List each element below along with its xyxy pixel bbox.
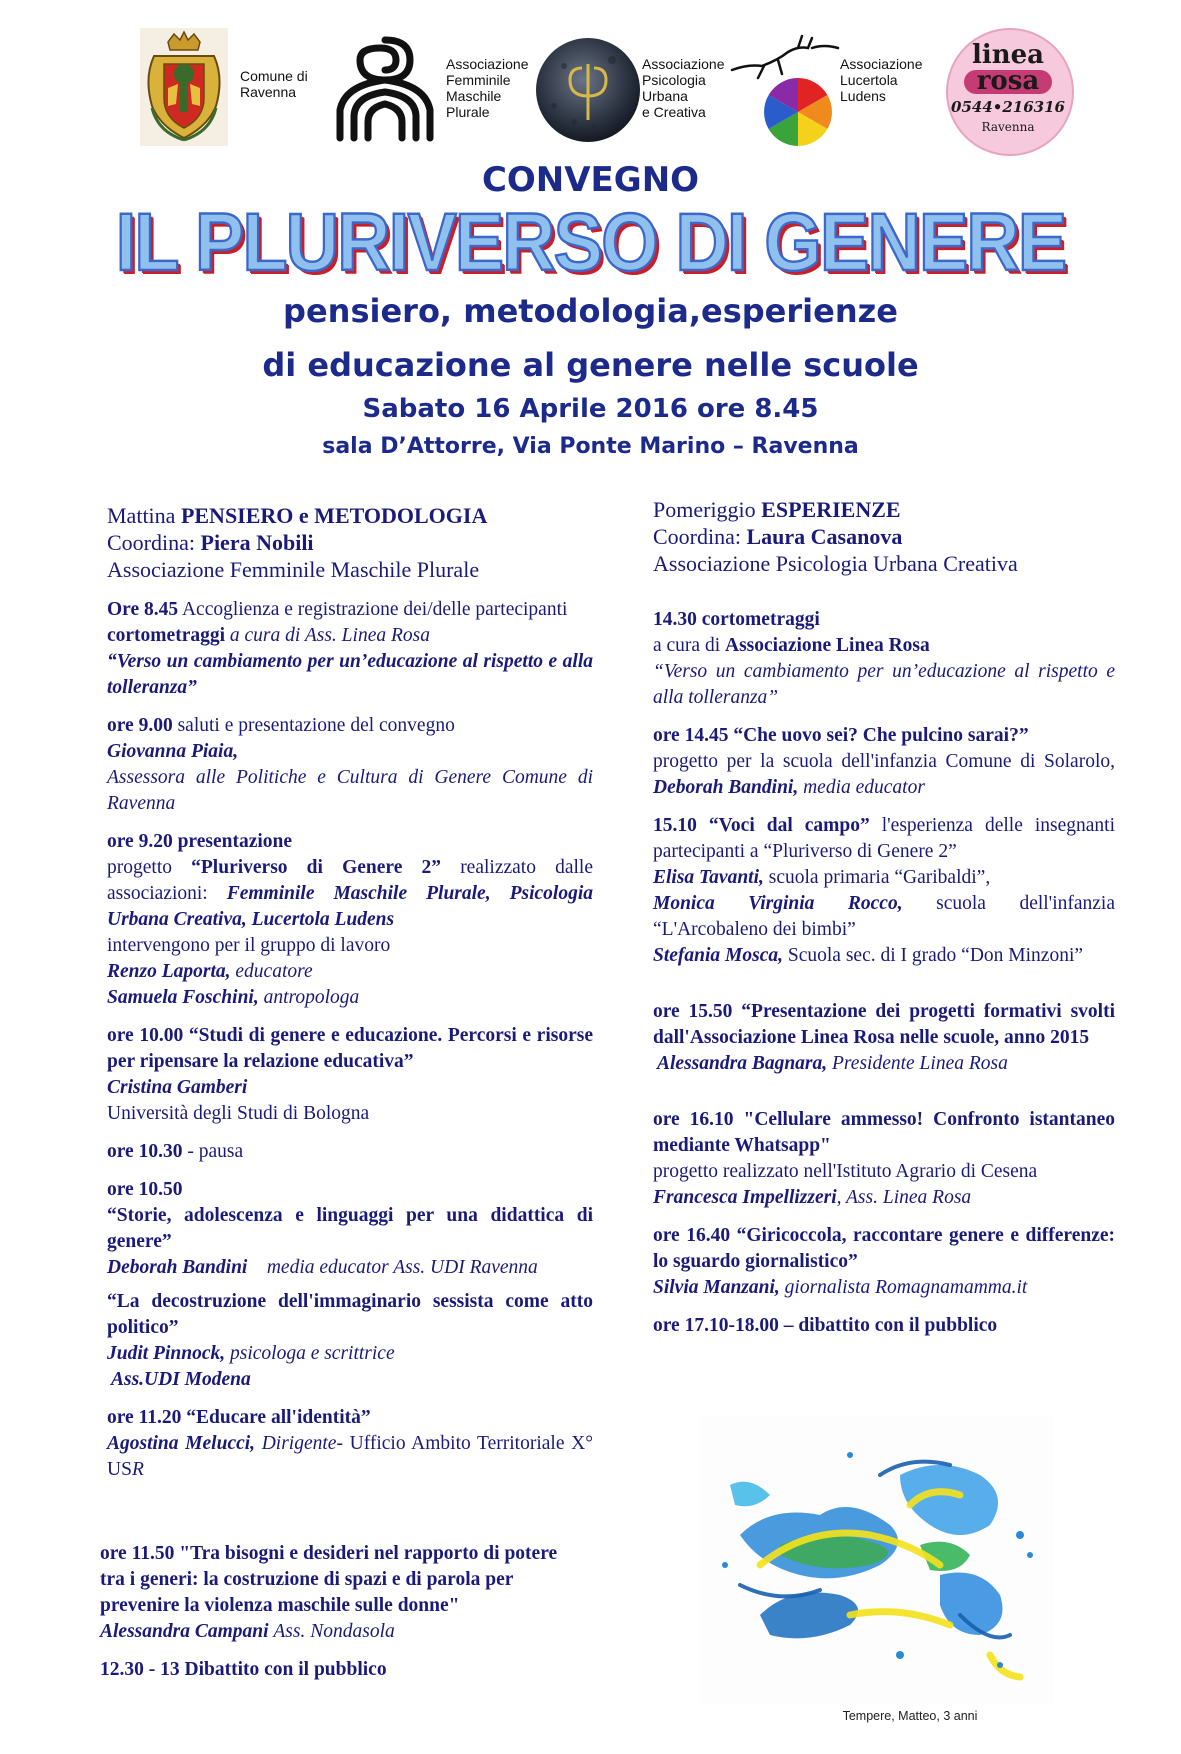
child-painting <box>700 1415 1054 1705</box>
psicologia-urbana-logo <box>534 36 642 144</box>
schedule-item-14-45: ore 14.45 “Che uovo sei? Che pulcino sarai?” progetto per la scuola dell'infanzia Comune di Solarolo, Deborah Bandini, media educator <box>653 725 1115 798</box>
schedule-item-15-50: ore 15.50 “Presentazione dei progetti formativi svolti dall'Associazione Linea Rosa nelle scuole, anno 2015 Alessandra Bagnara, Presidente Linea Rosa <box>653 1001 1115 1074</box>
convegno-label: CONVEGNO <box>481 160 700 200</box>
lucertola-label: Associazione Lucertola Ludens <box>840 56 923 104</box>
schedule-item-9-20: ore 9.20 presentazione progetto “Pluriverso di Genere 2” realizzato dalle associazioni: Femminile Maschile Plurale, Psicologia Urbana Creativa, Lucertola Ludens intervengono per il gruppo di lavoro Renzo Laporta, educatore Samuela Foschini, antropologa <box>107 831 594 1008</box>
schedule-item-12-30: 12.30 - 13 Dibattito con il pubblico <box>100 1659 387 1680</box>
tempera-painting-image <box>700 1415 1054 1705</box>
event-date: Sabato 16 Aprile 2016 ore 8.45 <box>362 394 819 424</box>
spiral-figure-icon <box>330 30 440 145</box>
schedule-item-10-00: ore 10.00 “Studi di genere e educazione. Percorsi e risorse per ripensare la relazione educativa” Cristina Gamberi Università degli Studi di Bologna <box>107 1025 593 1124</box>
color-wheel-lizard-icon <box>728 30 846 148</box>
coat-of-arms-icon <box>138 28 230 148</box>
afternoon-coordinator-org: Associazione Psicologia Urbana Creativa <box>653 551 1018 576</box>
schedule-item-14-30: 14.30 cortometraggi a cura di Associazione Linea Rosa “Verso un cambiamento per un’educazione al rispetto e alla tolleranza” <box>653 609 1115 708</box>
linea-rosa-word1: linea <box>971 40 1045 70</box>
morning-header: Mattina PENSIERO e METODOLOGIA <box>107 503 488 528</box>
subtitle-line-2: di educazione al genere nelle scuole <box>262 346 919 384</box>
morning-program <box>107 502 593 1493</box>
stone-medallion-icon <box>534 36 642 144</box>
painting-caption: Tempere, Matteo, 3 anni <box>842 1709 978 1723</box>
schedule-item-8-45: Ore 8.45 Accoglienza e registrazione dei/delle partecipanti cortometraggi a cura di Ass. Linea Rosa “Verso un cambiamento per un’educazione al rispetto e alla tolleranza” <box>107 599 593 698</box>
linea-rosa-logo <box>946 28 1074 152</box>
subtitle-line-1: pensiero, metodologia,esperienze <box>283 292 898 330</box>
morning-coordinator: Coordina: Piera Nobili <box>107 530 314 555</box>
event-venue: sala D’Attorre, Via Ponte Marino – Ravenna <box>322 434 859 459</box>
schedule-item-16-40: ore 16.40 “Giricoccola, raccontare genere e differenze: lo sguardo giornalistico” Silvia Manzani, giornalista Romagnamamma.it <box>653 1225 1115 1298</box>
femminile-label: Associazione Femminile Maschile Plurale <box>446 56 529 120</box>
femminile-maschile-logo <box>330 30 440 145</box>
schedule-item-decostruzione: “La decostruzione dell'immaginario sessista come atto politico” Judit Pinnock, psicologa e scrittrice Ass.UDI Modena <box>107 1291 593 1390</box>
psicologia-label: Associazione Psicologia Urbana e Creativa <box>642 56 725 120</box>
afternoon-coordinator: Coordina: Laura Casanova <box>653 524 903 549</box>
lucertola-ludens-logo <box>728 30 846 148</box>
afternoon-program <box>653 496 1115 1339</box>
afternoon-header: Pomeriggio ESPERIENZE <box>653 497 901 522</box>
schedule-item-10-50: ore 10.50 “Storie, adolescenza e linguaggi per una didattica di genere” Deborah Bandini media educator Ass. UDI Ravenna <box>107 1179 593 1278</box>
linea-rosa-phone: 0544•216316 <box>951 98 1065 116</box>
schedule-item-15-10: 15.10 “Voci dal campo” l'esperienza delle insegnanti partecipanti a “Pluriverso di Genere 2” Elisa Tavanti, scuola primaria “Garibaldi”, Monica Virginia Rocco, scuola dell'infanzia “L'Arcobaleno dei bimbi” Stefania Mosca, Scuola sec. di I grado “Don Minzoni” <box>653 815 1115 966</box>
schedule-item-17-10: ore 17.10-18.00 – dibattito con il pubblico <box>653 1315 998 1336</box>
schedule-item-16-10: ore 16.10 "Cellulare ammesso! Confronto istantaneo mediante Whatsapp" progetto realizzato nell'Istituto Agrario di Cesena Francesca Impellizzeri, Ass. Linea Rosa <box>653 1109 1115 1208</box>
comune-label: Comune di Ravenna <box>240 68 308 100</box>
schedule-item-10-30: ore 10.30 - pausa <box>107 1141 244 1162</box>
schedule-item-11-20: ore 11.20 “Educare all'identità” Agostina Melucci, Dirigente- Ufficio Ambito Territoriale X° USR <box>107 1407 594 1480</box>
linea-rosa-city: Ravenna <box>981 120 1035 134</box>
linea-rosa-word2: rosa <box>976 66 1040 96</box>
schedule-item-11-50: ore 11.50 "Tra bisogni e desideri nel rapporto di potere tra i generi: la costruzione di spazi e di parola per prevenire la violenza maschile sulle donne" Alessandra Campani Ass. Nondasola 12.30 - 13 Dibattito con il pubblico <box>100 1541 570 1683</box>
page-title: IL PLURIVERSO DI GENERE <box>115 197 1066 288</box>
comune-coat-of-arms <box>138 28 230 148</box>
morning-coordinator-org: Associazione Femminile Maschile Plurale <box>107 557 480 582</box>
schedule-item-9-00: ore 9.00 saluti e presentazione del convegno Giovanna Piaia, Assessora alle Politiche e Cultura di Genere Comune di Ravenna <box>107 715 593 814</box>
